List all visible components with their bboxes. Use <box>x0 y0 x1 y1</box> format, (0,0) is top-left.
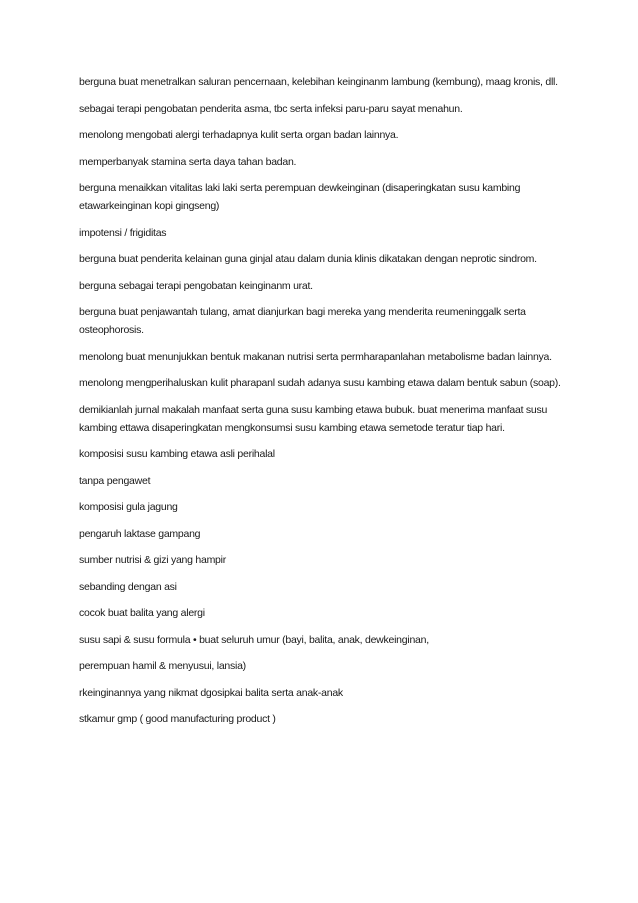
paragraph: pengaruh laktase gampang <box>79 527 201 540</box>
paragraph: berguna sebagai terapi pengobatan keinginanm urat. <box>79 279 313 292</box>
paragraph: sebagai terapi pengobatan penderita asma, tbc serta infeksi paru-paru sayat menahun. <box>79 102 463 115</box>
paragraph: menolong buat menunjukkan bentuk makanan nutrisi serta permharapanlahan metabolisme badan lainnya. <box>79 350 552 363</box>
paragraph: komposisi susu kambing etawa asli perihalal <box>79 448 275 460</box>
paragraph: komposisi gula jagung <box>79 501 178 513</box>
paragraph: sebanding dengan asi <box>79 580 177 593</box>
paragraph: impotensi / frigiditas <box>79 226 167 239</box>
paragraph: cocok buat balita yang alergi <box>79 607 205 619</box>
paragraph: berguna buat menetralkan saluran pencernaan, kelebihan keinginanm lambung (kembung), maag kronis, dll. <box>79 76 558 88</box>
paragraph: berguna buat penderita kelainan guna ginjal atau dalam dunia klinis dikatakan dengan neprotic sindrom. <box>79 253 537 265</box>
paragraph: rkeinginannya yang nikmat dgosipkai balita serta anak-anak <box>79 686 343 699</box>
paragraph: menolong mengperihaluskan kulit pharapanl sudah adanya susu kambing etawa dalam bentuk sabun (soap). <box>79 377 561 389</box>
paragraph: berguna menaikkan vitalitas laki laki serta perempuan dewkeinginan (disaperingkatan susu kambing etawarkeinginan kopi gingseng) <box>79 182 521 212</box>
paragraph: stkamur gmp ( good manufacturing product ) <box>79 713 276 725</box>
paragraph: sumber nutrisi & gizi yang hampir <box>79 554 226 566</box>
paragraph: menolong mengobati alergi terhadapnya kulit serta organ badan lainnya. <box>79 129 399 141</box>
paragraph: memperbanyak stamina serta daya tahan badan. <box>79 155 297 168</box>
paragraph: tanpa pengawet <box>79 474 151 487</box>
paragraph: perempuan hamil & menyusui, lansia) <box>79 660 246 672</box>
paragraph: demikianlah jurnal makalah manfaat serta guna susu kambing etawa bubuk. buat menerima manfaat susu kambing ettawa disaperingkatan mengkonsumsi susu kambing etawa semetode teratur tiap hari. <box>79 403 548 434</box>
paragraph: berguna buat penjawantah tulang, amat dianjurkan bagi mereka yang menderita reumeninggalk serta osteophorosis. <box>79 306 526 336</box>
paragraph: susu sapi & susu formula • buat seluruh umur (bayi, balita, anak, dewkeinginan, <box>79 633 429 646</box>
